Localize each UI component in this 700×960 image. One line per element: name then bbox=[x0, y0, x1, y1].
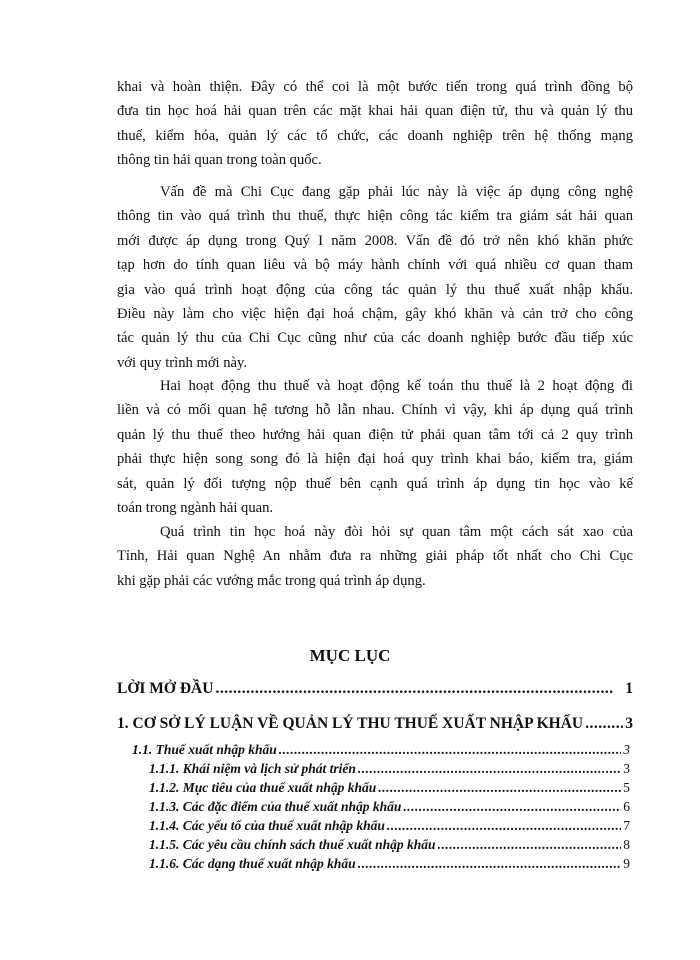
paragraph-line: toán trong ngành hải quan. bbox=[117, 500, 274, 517]
toc-entry[interactable] bbox=[149, 856, 630, 872]
toc-entry[interactable] bbox=[117, 715, 633, 733]
toc-dot-leader bbox=[378, 780, 621, 796]
paragraph-1 bbox=[117, 75, 633, 173]
toc-entry-label: 1.1. Thuế xuất nhập khẩu bbox=[132, 742, 277, 757]
toc-entry-page: 3 bbox=[623, 761, 630, 776]
paragraph-line: quản lý thu thuế theo hướng hải quan điện tử phải quan tâm tới cả 2 quy trình bbox=[117, 426, 633, 443]
paragraph-line: tác quản lý thu của Chi Cục cũng như của các doanh nghiệp bước đầu tiếp xúc bbox=[117, 330, 633, 347]
paragraph-line: sát, quản lý đối tượng nộp thuế bên cạnh quá trình áp dụng tin học vào kế bbox=[117, 475, 633, 492]
toc-entry-page: 3 bbox=[625, 715, 633, 732]
paragraph-line: thông tin hải quan trong toàn quốc. bbox=[117, 152, 322, 169]
toc-entry-label: LỜI MỞ ĐẦU bbox=[117, 680, 214, 697]
toc-entry[interactable] bbox=[149, 837, 630, 853]
toc-entry-page: 7 bbox=[623, 818, 630, 833]
paragraph-line: khai và hoàn thiện. Đây có thể coi là một bước tiến trong quá trình đồng bộ bbox=[117, 79, 633, 95]
paragraph-line: tạp hơn do tính quan liêu và bộ máy hành chính với quá nhiều cơ quan tham bbox=[117, 257, 633, 274]
paragraph-line: Quá trình tin học hoá này đòi hỏi sự quan tâm một cách sát xao của bbox=[160, 524, 633, 540]
paragraph-line: gia vào quá trình hoạt động của công tác quản lý thu thuế xuất nhập khẩu. bbox=[117, 281, 633, 298]
paragraph-line: mới được áp dụng trong Quý I năm 2008. Vấn đề đó trở nên khó khăn phức bbox=[117, 232, 633, 249]
toc-entry-label: 1. CƠ SỞ LÝ LUẬN VỀ QUẢN LÝ THU THUẾ XUẤT NHẬP KHẨU bbox=[117, 715, 584, 732]
paragraph-2 bbox=[117, 180, 633, 375]
toc-dot-leader bbox=[585, 715, 623, 733]
toc-dot-leader bbox=[358, 856, 622, 872]
toc-entry-page: 6 bbox=[623, 799, 630, 814]
paragraph-4 bbox=[117, 520, 633, 593]
paragraph-line: thuế, kiểm hóa, quản lý các tổ chức, các doanh nghiệp trên hệ thống mạng bbox=[117, 127, 633, 144]
toc-entry[interactable] bbox=[149, 761, 630, 777]
toc-dot-leader bbox=[438, 837, 622, 853]
toc-entry[interactable] bbox=[149, 780, 630, 796]
toc-title: MỤC LỤC bbox=[309, 646, 391, 665]
paragraph-line: thông tin vào quá trình thu thuế, thực hiện công tác kiểm tra giám sát hải quan bbox=[117, 208, 633, 225]
toc-entry-label: 1.1.3. Các đặc điểm của thuế xuất nhập khẩu bbox=[149, 799, 402, 814]
toc-dot-leader bbox=[403, 799, 621, 815]
paragraph-line: phải thực hiện song song đó là hiện đại hoá quy trình khai báo, kiểm tra, giám bbox=[117, 451, 633, 468]
paragraph-line: với quy trình mới này. bbox=[117, 354, 248, 371]
paragraph-3 bbox=[117, 374, 633, 520]
toc-entry[interactable] bbox=[149, 818, 630, 834]
toc-dot-leader bbox=[387, 818, 621, 834]
toc-entry[interactable] bbox=[132, 742, 630, 758]
paragraph-line: đưa tin học hoá hải quan trên các mặt khai hải quan điện tử, thu và quản lý thu bbox=[117, 103, 633, 120]
toc-entry-label: 1.1.2. Mục tiêu của thuế xuất nhập khẩu bbox=[149, 780, 377, 795]
toc-entry[interactable] bbox=[149, 799, 630, 815]
toc-entry-page: 5 bbox=[623, 780, 630, 795]
paragraph-line: Vấn đề mà Chi Cục đang gặp phải lúc này là việc áp dụng công nghệ bbox=[160, 184, 633, 200]
toc-entry-page: 1 bbox=[625, 680, 633, 697]
toc-entry-label: 1.1.4. Các yếu tố của thuế xuất nhập khẩu bbox=[149, 818, 385, 833]
toc-dot-leader bbox=[279, 742, 621, 758]
toc-dot-leader bbox=[215, 680, 613, 698]
toc-entry-page: 9 bbox=[623, 856, 630, 871]
paragraph-line: Điều này làm cho việc hiện đại hoá chậm, gây khó khăn và cản trở cho công bbox=[117, 306, 633, 323]
toc-entry-label: 1.1.5. Các yêu cầu chính sách thuế xuất nhập khẩu bbox=[149, 837, 436, 852]
toc-entry-page: 3 bbox=[623, 742, 630, 757]
paragraph-line: khi gặp phải các vướng mắc trong quá trình áp dụng. bbox=[117, 572, 426, 589]
toc-entry-label: 1.1.1. Khái niệm và lịch sử phát triển bbox=[149, 761, 356, 776]
toc-entry-label: 1.1.6. Các dạng thuế xuất nhập khẩu bbox=[149, 856, 356, 871]
paragraph-line: Tỉnh, Hải quan Nghệ An nhằm đưa ra những giải pháp tốt nhất cho Chi Cục bbox=[117, 548, 633, 565]
paragraph-line: Hai hoạt động thu thuế và hoạt động kế toán thu thuế là 2 hoạt động đi bbox=[160, 378, 633, 394]
toc-dot-leader bbox=[358, 761, 621, 777]
toc-entry[interactable] bbox=[117, 680, 633, 698]
paragraph-line: liền và có mối quan hệ tương hỗ lẫn nhau. Chính vì vậy, khi áp dụng quá trình bbox=[117, 402, 633, 419]
toc-entry-page: 8 bbox=[623, 837, 630, 852]
